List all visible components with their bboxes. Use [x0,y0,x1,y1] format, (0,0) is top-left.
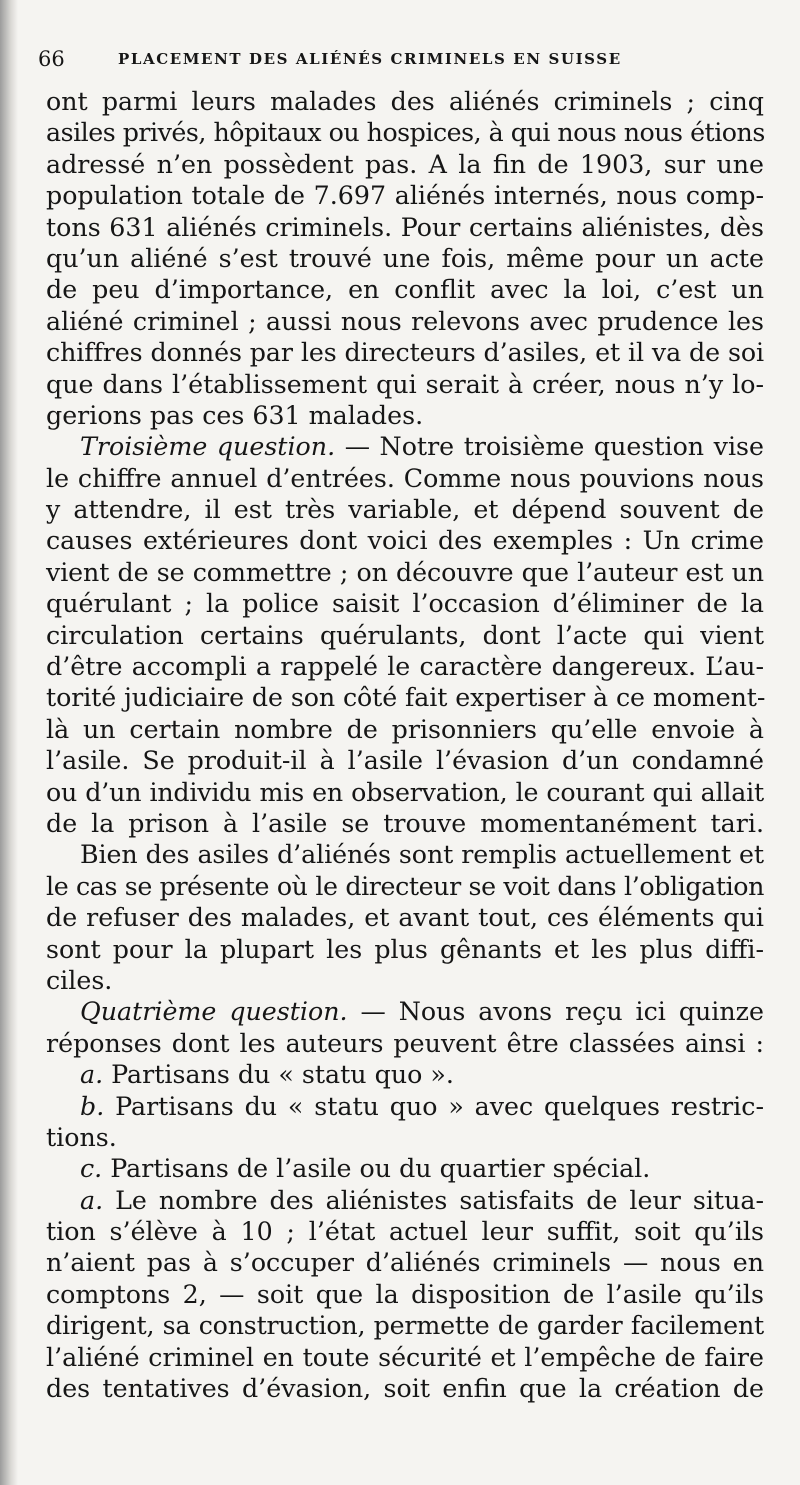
text-line: Bien des asiles d’aliénés sont remplis actuellement et [80,840,764,870]
text-line: que dans l’établissement qui serait à créer, nous n’y lo- [46,369,764,399]
text-line: des tentatives d’évasion, soit enfin que la création de [46,1374,764,1404]
text-line: chiffres donnés par les directeurs d’asiles, et il va de soi [46,338,764,368]
text-line: aliéné criminel ; aussi nous relevons avec prudence les [46,306,764,336]
text-line: population totale de 7.697 aliénés internés, nous comp- [46,181,764,211]
text-line: de la prison à l’asile se trouve momentanément tari. [46,808,764,838]
text-line: dirigent, sa construction, permette de garder facilement [46,1311,764,1341]
text-line: tons 631 aliénés criminels. Pour certains aliénistes, dès [46,212,764,242]
text-line [46,1185,764,1216]
text-line [46,1091,764,1122]
text-line: vient de se commettre ; on découvre que l’auteur est un [46,557,764,587]
running-head: PLACEMENT DES ALIÉNÉS CRIMINELS EN SUISSE [118,50,622,68]
text-line: tions. [46,1122,117,1152]
section-heading-quatrieme: Quatrième question. [80,997,348,1027]
text-line: ou d’un individu mis en observation, le courant qui allait [46,777,764,807]
text-line: le cas se présente où le directeur se voit dans l’obligation [46,871,764,901]
text-line: gerions pas ces 631 malades. [46,400,424,430]
text-line: le chiffre annuel d’entrées. Comme nous pouvions nous [46,463,764,493]
text-line: ont parmi leurs malades des aliénés criminels ; cinq [46,87,764,116]
text-run: — Nous avons reçu ici quinze [347,997,764,1027]
text-line: causes extérieures dont voici des exemples : Un crime [46,526,764,556]
text-run: Partisans de l’asile ou du quartier spécial. [102,1154,651,1184]
text-line: circulation certains quérulants, dont l’acte qui vient [46,620,764,650]
list-marker-a: a. [80,1060,104,1090]
text-line: n’aient pas à s’occuper d’aliénés criminels — nous en [46,1248,764,1278]
text-line [46,1059,764,1090]
text-line: y attendre, il est très variable, et dépend souvent de [46,495,764,525]
list-marker-a-detail: a. [80,1185,104,1215]
text-line: de peu d’importance, en conflit avec la loi, c’est un [46,275,764,305]
page-header [38,44,778,74]
page-number: 66 [38,47,65,71]
section-heading-troisieme: Troisième question. [80,432,336,462]
text-line: l’asile. Se produit-il à l’asile l’évasion d’un condamné [46,746,764,776]
list-marker-b: b. [80,1091,105,1121]
text-line: adressé n’en possèdent pas. A la fin de 1903, sur une [46,149,764,179]
text-line: qu’un aliéné s’est trouvé une fois, même pour un acte [46,243,764,273]
text-run: Le nombre des aliénistes satisfaits de leur situa- [103,1185,764,1215]
body-text [46,86,764,1404]
text-line: quérulant ; la police saisit l’occasion d’éliminer de la [46,589,764,619]
text-line: comptons 2, — soit que la disposition de l’asile qu’ils [46,1279,764,1309]
text-line [46,1153,764,1184]
text-line: réponses dont les auteurs peuvent être classées ainsi : [46,1028,764,1058]
text-run: Partisans du « statu quo ». [103,1060,454,1090]
text-line: asiles privés, hôpitaux ou hospices, à qui nous nous étions [46,118,765,148]
text-line: torité judiciaire de son côté fait expertiser à ce moment- [46,683,766,713]
text-run: Partisans du « statu quo » avec quelques restric- [104,1091,764,1121]
text-line [46,996,764,1027]
text-line: tion s’élève à 10 ; l’état actuel leur suffit, soit qu’ils [46,1217,764,1247]
text-line: l’aliéné criminel en toute sécurité et l’empêche de faire [46,1342,764,1372]
text-line [46,431,764,462]
list-marker-c: c. [80,1154,103,1184]
text-line: ciles. [46,965,113,995]
text-line: d’être accompli a rappelé le caractère dangereux. L’au- [46,652,764,682]
text-run: — Notre troisième question vise [335,432,764,462]
text-line: de refuser des malades, et avant tout, ces éléments qui [46,903,764,933]
text-line: là un certain nombre de prisonniers qu’elle envoie à [46,714,764,744]
text-line: sont pour la plupart les plus gênants et les plus diffi- [46,934,764,964]
